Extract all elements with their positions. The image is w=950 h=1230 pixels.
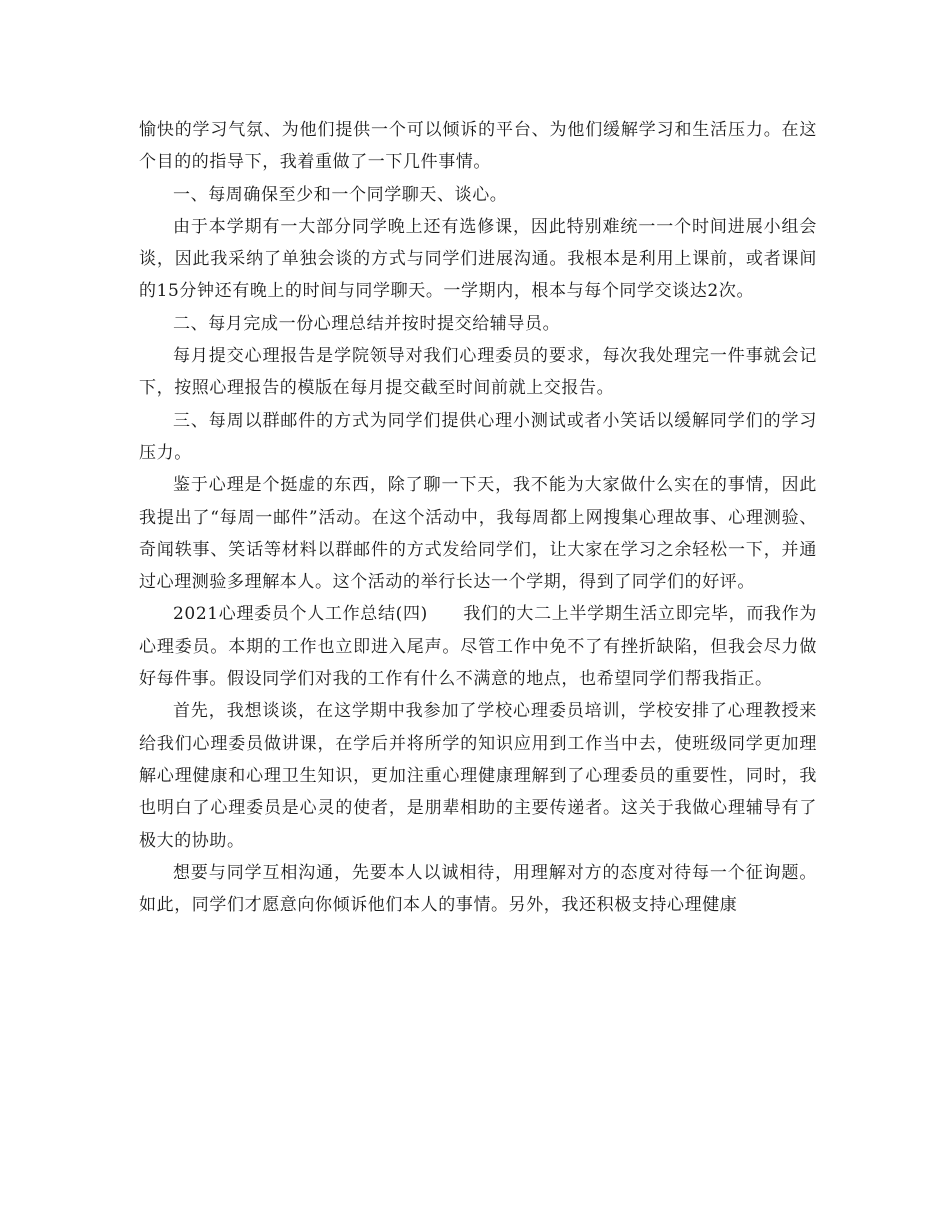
paragraph: 想要与同学互相沟通，先要本人以诚相待，用理解对方的态度对待每一个征询题。如此，同学们才愿意向你倾诉他们本人的事情。另外，我还积极支持心理健康 [139,862,817,916]
section-heading: 一、每周确保至少和一个同学聊天、谈心。 [173,184,508,205]
section-heading: 三、每周以群邮件的方式为同学们提供心理小测试或者小笑话以缓解同学们的学习压力。 [139,410,817,463]
paragraph: 愉快的学习气氛、为他们提供一个可以倾诉的平台、为他们缓解学习和生活压力。在这个目的的指导下，我着重做了一下几件事情。 [139,120,817,173]
section-heading: 二、每月完成一份心理总结并按时提交给辅导员。 [173,313,561,334]
paragraph: 首先，我想谈谈，在这学期中我参加了学校心理委员培训，学校安排了心理教授来给我们心理委员做讲课，在学后并将所学的知识应用到工作当中去，使班级同学更加理解心理健康和心理卫生知识，更加注重心理健康理解到了心理委员的重要性，同时，我也明白了心理委员是心灵的使者，是朋辈相助的主要传递者。这关于我做心理辅导有了极大的协助。 [139,701,817,851]
paragraph: 由于本学期有一大部分同学晚上还有选修课，因此特别难统一一个时间进展小组会谈，因此我采纳了单独会谈的方式与同学们进展沟通。我根本是利用上课前，或者课间的15分钟还有晚上的时间与同学聊天。一学期内，根本与每个同学交谈达2次。 [139,216,817,302]
document-body [139,114,817,921]
paragraph: 鉴于心理是个挺虚的东西，除了聊一下天，我不能为大家做什么实在的事情，因此我提出了“每周一邮件”活动。在这个活动中，我每周都上网搜集心理故事、心理测验、奇闻轶事、笑话等材料以群邮件的方式发给同学们，让大家在学习之余轻松一下，并通过心理测验多理解本人。这个活动的举行长达一个学期，得到了同学们的好评。 [139,475,817,593]
paragraph: 2021心理委员个人工作总结(四) 我们的大二上半学期生活立即完毕，而我作为心理委员。本期的工作也立即进入尾声。尽管工作中免不了有挫折缺陷，但我会尽力做好每件事。假设同学们对我的工作有什么不满意的地点，也希望同学们帮我指正。 [139,604,817,690]
paragraph: 每月提交心理报告是学院领导对我们心理委员的要求，每次我处理完一件事就会记下，按照心理报告的模版在每月提交截至时间前就上交报告。 [139,346,817,399]
